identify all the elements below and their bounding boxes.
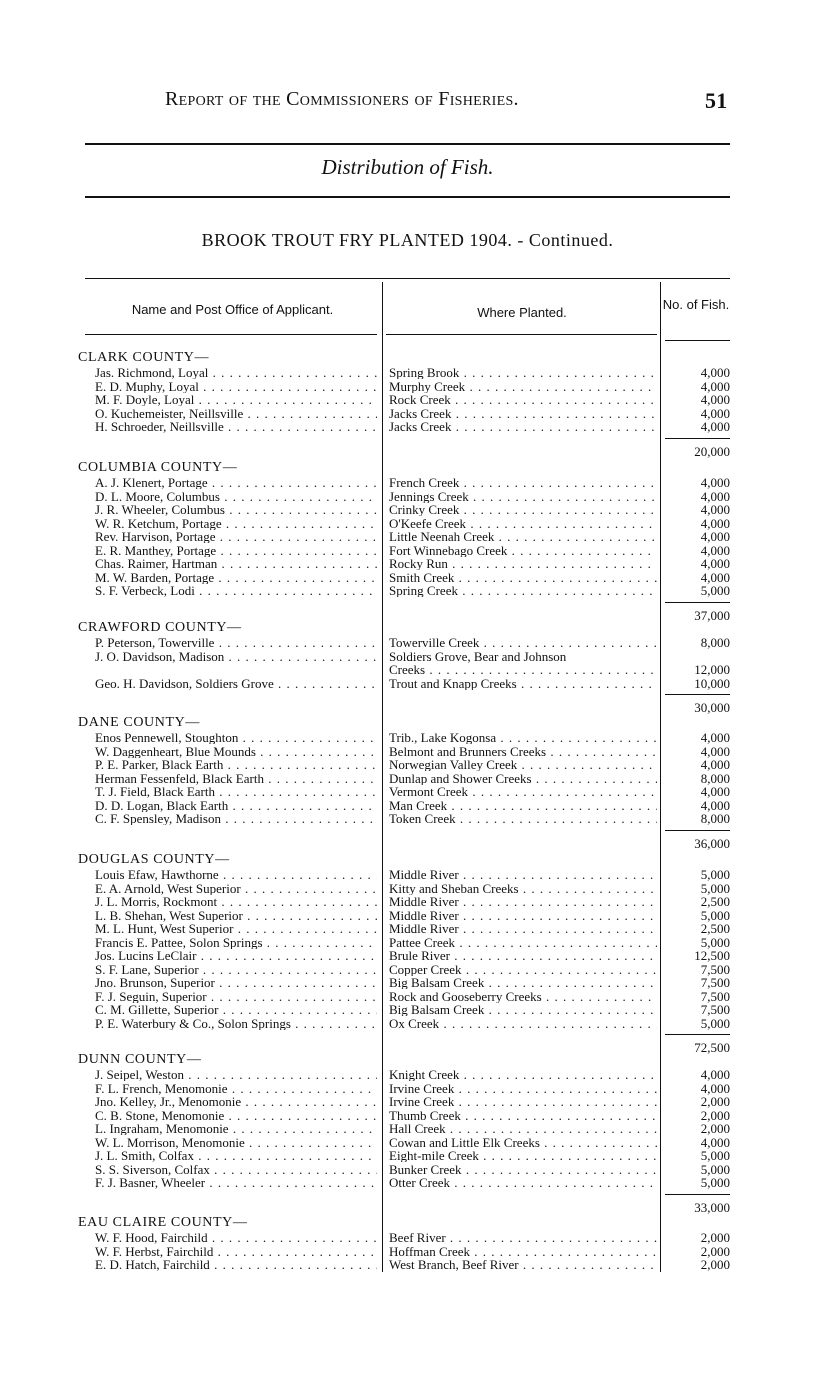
fish-count: 4,000: [700, 784, 730, 799]
table-row: [0, 1136, 831, 1149]
section-rule: [85, 196, 730, 198]
county-heading: DUNN COUNTY—: [78, 1052, 202, 1067]
planting-location: Towerville Creek . . .: [389, 636, 657, 649]
planting-location: Irvine Creek . . .: [389, 1095, 657, 1108]
fish-count: 8,000: [700, 811, 730, 826]
table-row: [0, 990, 831, 1003]
planting-location: Cowan and Little Elk Creeks . . .: [389, 1136, 657, 1149]
fish-count: 4,000: [700, 365, 730, 380]
table-row: [0, 976, 831, 989]
table-row: [0, 812, 831, 825]
fish-count: 2,500: [700, 921, 730, 936]
planting-location: Rock Creek . . .: [389, 393, 657, 406]
fish-count: 12,000: [694, 662, 730, 677]
total-rule: [665, 1194, 730, 1195]
column-header-name: Name and Post Office of Applicant.: [131, 302, 334, 317]
planting-location: Creeks . . .: [389, 663, 657, 676]
fish-count: 4,000: [700, 529, 730, 544]
applicant-name: E. D. Muphy, Loyal . . .: [95, 380, 377, 393]
table-row: [0, 1095, 831, 1108]
fish-count: 5,000: [700, 1175, 730, 1190]
county-total: 72,500: [694, 1040, 730, 1055]
applicant-name: M. W. Barden, Portage . . .: [95, 571, 377, 584]
fish-count: 4,000: [700, 1134, 730, 1150]
applicant-name: C. F. Spensley, Madison . . .: [95, 812, 377, 825]
table-row: [0, 758, 831, 771]
fish-count: 5,000: [700, 583, 730, 598]
fish-count: 7,500: [700, 1002, 730, 1017]
applicant-name: E. A. Arnold, West Superior . . .: [95, 882, 377, 895]
total-rule: [665, 1034, 730, 1035]
county-total: 30,000: [694, 700, 730, 715]
table-row: [0, 1082, 831, 1095]
header-underline-where: [386, 334, 657, 335]
table-row: [0, 407, 831, 420]
planting-location: Man Creek . . .: [389, 799, 657, 812]
fish-count: 4,000: [700, 556, 730, 571]
fish-count: 2,000: [700, 1121, 730, 1136]
table-row: [0, 1245, 831, 1258]
table-row: [0, 380, 831, 393]
applicant-name: S. F. Lane, Superior . . .: [95, 963, 377, 976]
applicant-name: W. L. Morrison, Menomonie . . .: [95, 1136, 377, 1149]
planting-location: French Creek . . .: [389, 476, 657, 489]
header-underline-fish: [665, 340, 730, 341]
county-heading: CRAWFORD COUNTY—: [78, 620, 242, 635]
planting-location: Little Neenah Creek . . .: [389, 530, 657, 543]
fish-count: 4,000: [700, 569, 730, 585]
planting-location: Trout and Knapp Creeks . . .: [389, 677, 657, 690]
planting-location: Hall Creek . . .: [389, 1122, 657, 1135]
applicant-name: Herman Fessenfeld, Black Earth . . .: [95, 772, 377, 785]
planting-location: Eight-mile Creek . . .: [389, 1149, 657, 1162]
planting-location: Spring Brook . . .: [389, 366, 657, 379]
fish-count: 2,000: [700, 1243, 730, 1259]
planting-location: Middle River . . .: [389, 909, 657, 922]
fish-count: 4,000: [700, 743, 730, 759]
planting-location: Middle River . . .: [389, 895, 657, 908]
table-row: [0, 1003, 831, 1016]
planting-location: Vermont Creek . . .: [389, 785, 657, 798]
table-row: [0, 366, 831, 379]
table-row: [0, 490, 831, 503]
table-top-rule: [85, 278, 730, 279]
planting-location: Fort Winnebago Creek . . .: [389, 544, 657, 557]
applicant-name: Louis Efaw, Hawthorne . . .: [95, 868, 377, 881]
fish-count: 4,000: [700, 542, 730, 558]
fish-count: 4,000: [700, 1080, 730, 1096]
table-row: [0, 530, 831, 543]
fish-count: 2,000: [700, 1094, 730, 1109]
table-row: [0, 1109, 831, 1122]
table-row: [0, 677, 831, 690]
table-row: [0, 909, 831, 922]
applicant-name: L. Ingraham, Menomonie . . .: [95, 1122, 377, 1135]
fish-count: 10,000: [694, 675, 730, 691]
planting-location: Beef River . . .: [389, 1231, 657, 1244]
applicant-name: T. J. Field, Black Earth . . .: [95, 785, 377, 798]
applicant-name: F. J. Basner, Wheeler . . .: [95, 1176, 377, 1189]
planting-location: Jennings Creek . . .: [389, 490, 657, 503]
table-row: [0, 785, 831, 798]
fish-count: 5,000: [700, 1148, 730, 1163]
applicant-name: P. E. Waterbury & Co., Solon Springs . . .: [95, 1017, 377, 1030]
fish-count: 5,000: [700, 934, 730, 950]
table-row: [0, 420, 831, 433]
fish-count: 7,500: [700, 988, 730, 1004]
planting-location: Jacks Creek . . .: [389, 407, 657, 420]
fish-count: 5,000: [700, 880, 730, 896]
fish-count: 4,000: [700, 502, 730, 517]
applicant-name: E. D. Hatch, Fairchild . . .: [95, 1258, 377, 1271]
applicant-name: Jno. Kelley, Jr., Menomonie . . .: [95, 1095, 377, 1108]
table-row: [0, 663, 831, 676]
fish-count: 4,000: [700, 475, 730, 490]
total-rule: [665, 694, 730, 695]
header-underline-name: [85, 334, 377, 335]
fish-count: 4,000: [700, 730, 730, 745]
county-total: 20,000: [694, 443, 730, 459]
applicant-name: S. F. Verbeck, Lodi . . .: [95, 584, 377, 597]
table-row: [0, 636, 831, 649]
fish-count: 2,000: [700, 1257, 730, 1272]
header-rule: [85, 143, 730, 145]
fish-count: 4,000: [700, 392, 730, 407]
table-row: [0, 476, 831, 489]
fish-count: 4,000: [700, 1067, 730, 1082]
table-row: [0, 1258, 831, 1271]
fish-count: 2,000: [700, 1230, 730, 1245]
table-row: [0, 557, 831, 570]
table-row: [0, 1068, 831, 1081]
planting-location: Trib., Lake Kogonsa . . .: [389, 731, 657, 744]
applicant-name: Rev. Harvison, Portage . . .: [95, 530, 377, 543]
planting-location: Big Balsam Creek . . .: [389, 1003, 657, 1016]
applicant-name: C. B. Stone, Menomonie . . .: [95, 1109, 377, 1122]
fish-count: 5,000: [700, 1161, 730, 1177]
fish-count: 5,000: [700, 907, 730, 923]
planting-location: Crinky Creek . . .: [389, 503, 657, 516]
table-row: [0, 544, 831, 557]
planting-location: Otter Creek . . .: [389, 1176, 657, 1189]
planting-location: Thumb Creek . . .: [389, 1109, 657, 1122]
applicant-name: Geo. H. Davidson, Soldiers Grove . . .: [95, 677, 377, 690]
planting-location: Middle River . . .: [389, 922, 657, 935]
applicant-name: W. R. Ketchum, Portage . . .: [95, 517, 377, 530]
applicant-name: H. Schroeder, Neillsville . . .: [95, 420, 377, 433]
page-number: 51: [705, 88, 728, 113]
table-row: [0, 1149, 831, 1162]
planting-location: Jacks Creek . . .: [389, 420, 657, 433]
applicant-name: W. Daggenheart, Blue Mounds . . .: [95, 745, 377, 758]
running-header: [165, 88, 731, 111]
table-row: [0, 895, 831, 908]
applicant-name: A. J. Klenert, Portage . . .: [95, 476, 377, 489]
table-row: [0, 799, 831, 812]
applicant-name: J. Seipel, Weston . . .: [95, 1068, 377, 1081]
applicant-name: Enos Pennewell, Stoughton . . .: [95, 731, 377, 744]
planting-location: Bunker Creek . . .: [389, 1163, 657, 1176]
fish-count: 4,000: [700, 797, 730, 813]
column-header-fish: No. of Fish.: [662, 297, 730, 312]
applicant-name: F. L. French, Menomonie . . .: [95, 1082, 377, 1095]
table-row: [0, 393, 831, 406]
fish-count: 8,000: [700, 770, 730, 786]
planting-location: Middle River . . .: [389, 868, 657, 881]
planting-location: O'Keefe Creek . . .: [389, 517, 657, 530]
planting-location: Irvine Creek . . .: [389, 1082, 657, 1095]
planting-location: Kitty and Sheban Creeks . . .: [389, 882, 657, 895]
table-row: [0, 571, 831, 584]
fish-count: 7,500: [700, 961, 730, 977]
table-row: [0, 882, 831, 895]
fish-count: 4,000: [700, 378, 730, 394]
applicant-name: M. F. Doyle, Loyal . . .: [95, 393, 377, 406]
applicant-name: Francis E. Pattee, Solon Springs . . .: [95, 936, 377, 949]
applicant-name: Jno. Brunson, Superior . . .: [95, 976, 377, 989]
applicant-name: Chas. Raimer, Hartman . . .: [95, 557, 377, 570]
county-heading: COLUMBIA COUNTY—: [78, 460, 238, 475]
county-total: 37,000: [694, 607, 730, 623]
fish-count: 4,000: [700, 488, 730, 504]
fish-count: 4,000: [700, 405, 730, 421]
county-total: 36,000: [694, 835, 730, 851]
applicant-name: C. M. Gillette, Superior . . .: [95, 1003, 377, 1016]
applicant-name: D. L. Moore, Columbus . . .: [95, 490, 377, 503]
county-heading: DANE COUNTY—: [78, 715, 200, 730]
planting-location: Belmont and Brunners Creeks . . .: [389, 745, 657, 758]
applicant-name: E. R. Manthey, Portage . . .: [95, 544, 377, 557]
planting-location: Hoffman Creek . . .: [389, 1245, 657, 1258]
table-row: [0, 949, 831, 962]
planting-location: Smith Creek . . .: [389, 571, 657, 584]
planting-location: Dunlap and Shower Creeks . . .: [389, 772, 657, 785]
table-row: [0, 1163, 831, 1176]
total-rule: [665, 602, 730, 603]
table-row: [0, 1017, 831, 1030]
fish-count: 2,000: [700, 1107, 730, 1123]
column-header-where: Where Planted.: [477, 305, 567, 320]
table-row: [0, 772, 831, 785]
table-row: [0, 963, 831, 976]
applicant-name: W. F. Herbst, Fairchild . . .: [95, 1245, 377, 1258]
fish-count: 5,000: [700, 1015, 730, 1031]
table-row: [0, 584, 831, 597]
planting-location: Norwegian Valley Creek . . .: [389, 758, 657, 771]
planting-location: Brule River . . .: [389, 949, 657, 962]
table-row: [0, 517, 831, 530]
applicant-name: P. E. Parker, Black Earth . . .: [95, 758, 377, 771]
table-row: [0, 1231, 831, 1244]
planting-location: Rocky Run . . .: [389, 557, 657, 570]
fish-count: 4,000: [700, 757, 730, 772]
applicant-name: F. J. Seguin, Superior . . .: [95, 990, 377, 1003]
applicant-name: J. O. Davidson, Madison . . .: [95, 650, 377, 663]
fish-count: 7,500: [700, 975, 730, 990]
county-heading: CLARK COUNTY—: [78, 350, 210, 365]
planting-location: Spring Creek . . .: [389, 584, 657, 597]
table-row: [0, 503, 831, 516]
total-rule: [665, 438, 730, 439]
county-heading: DOUGLAS COUNTY—: [78, 852, 230, 867]
planting-location: Copper Creek . . .: [389, 963, 657, 976]
table-subtitle: BROOK TROUT FRY PLANTED 1904. - Continued.: [201, 230, 614, 250]
planting-location: Knight Creek . . .: [389, 1068, 657, 1081]
table-row: [0, 868, 831, 881]
applicant-name: O. Kuchemeister, Neillsville . . .: [95, 407, 377, 420]
planting-location: Token Creek . . .: [389, 812, 657, 825]
planting-location: Rock and Gooseberry Creeks . . .: [389, 990, 657, 1003]
applicant-name: M. L. Hunt, West Superior . . .: [95, 922, 377, 935]
fish-count: 4,000: [700, 419, 730, 434]
planting-location: Big Balsam Creek . . .: [389, 976, 657, 989]
planting-location: Ox Creek . . .: [389, 1017, 657, 1030]
planting-location: West Branch, Beef River . . .: [389, 1258, 657, 1271]
table-row: [0, 1122, 831, 1135]
fish-count: 8,000: [700, 635, 730, 650]
table-row: [0, 922, 831, 935]
section-title: Distribution of Fish.: [321, 155, 494, 179]
applicant-name: L. B. Shehan, West Superior . . .: [95, 909, 377, 922]
applicant-name: Jos. Lucins LeClair . . .: [95, 949, 377, 962]
county-heading: EAU CLAIRE COUNTY—: [78, 1215, 248, 1230]
planting-location: Pattee Creek . . .: [389, 936, 657, 949]
fish-count: 4,000: [700, 515, 730, 531]
total-rule: [665, 830, 730, 831]
table-row: [0, 936, 831, 949]
planting-location: Soldiers Grove, Bear and Johnson: [389, 649, 567, 663]
planting-location: Murphy Creek . . .: [389, 380, 657, 393]
applicant-name: J. L. Smith, Colfax . . .: [95, 1149, 377, 1162]
applicant-name: W. F. Hood, Fairchild . . .: [95, 1231, 377, 1244]
table-row: [0, 1176, 831, 1189]
fish-count: 2,500: [700, 894, 730, 909]
applicant-name: J. L. Morris, Rockmont . . .: [95, 895, 377, 908]
applicant-name: Jas. Richmond, Loyal . . .: [95, 366, 377, 379]
fish-count: 12,500: [694, 948, 730, 963]
running-title: Report of the Commissioners of Fisheries.: [165, 88, 519, 110]
county-total: 33,000: [694, 1199, 730, 1215]
table-row: [0, 745, 831, 758]
applicant-name: P. Peterson, Towerville . . .: [95, 636, 377, 649]
applicant-name: D. D. Logan, Black Earth . . .: [95, 799, 377, 812]
table-row: [0, 650, 831, 663]
fish-count: 5,000: [700, 867, 730, 882]
table-row: [0, 731, 831, 744]
applicant-name: S. S. Siverson, Colfax . . .: [95, 1163, 377, 1176]
applicant-name: J. R. Wheeler, Columbus . . .: [95, 503, 377, 516]
